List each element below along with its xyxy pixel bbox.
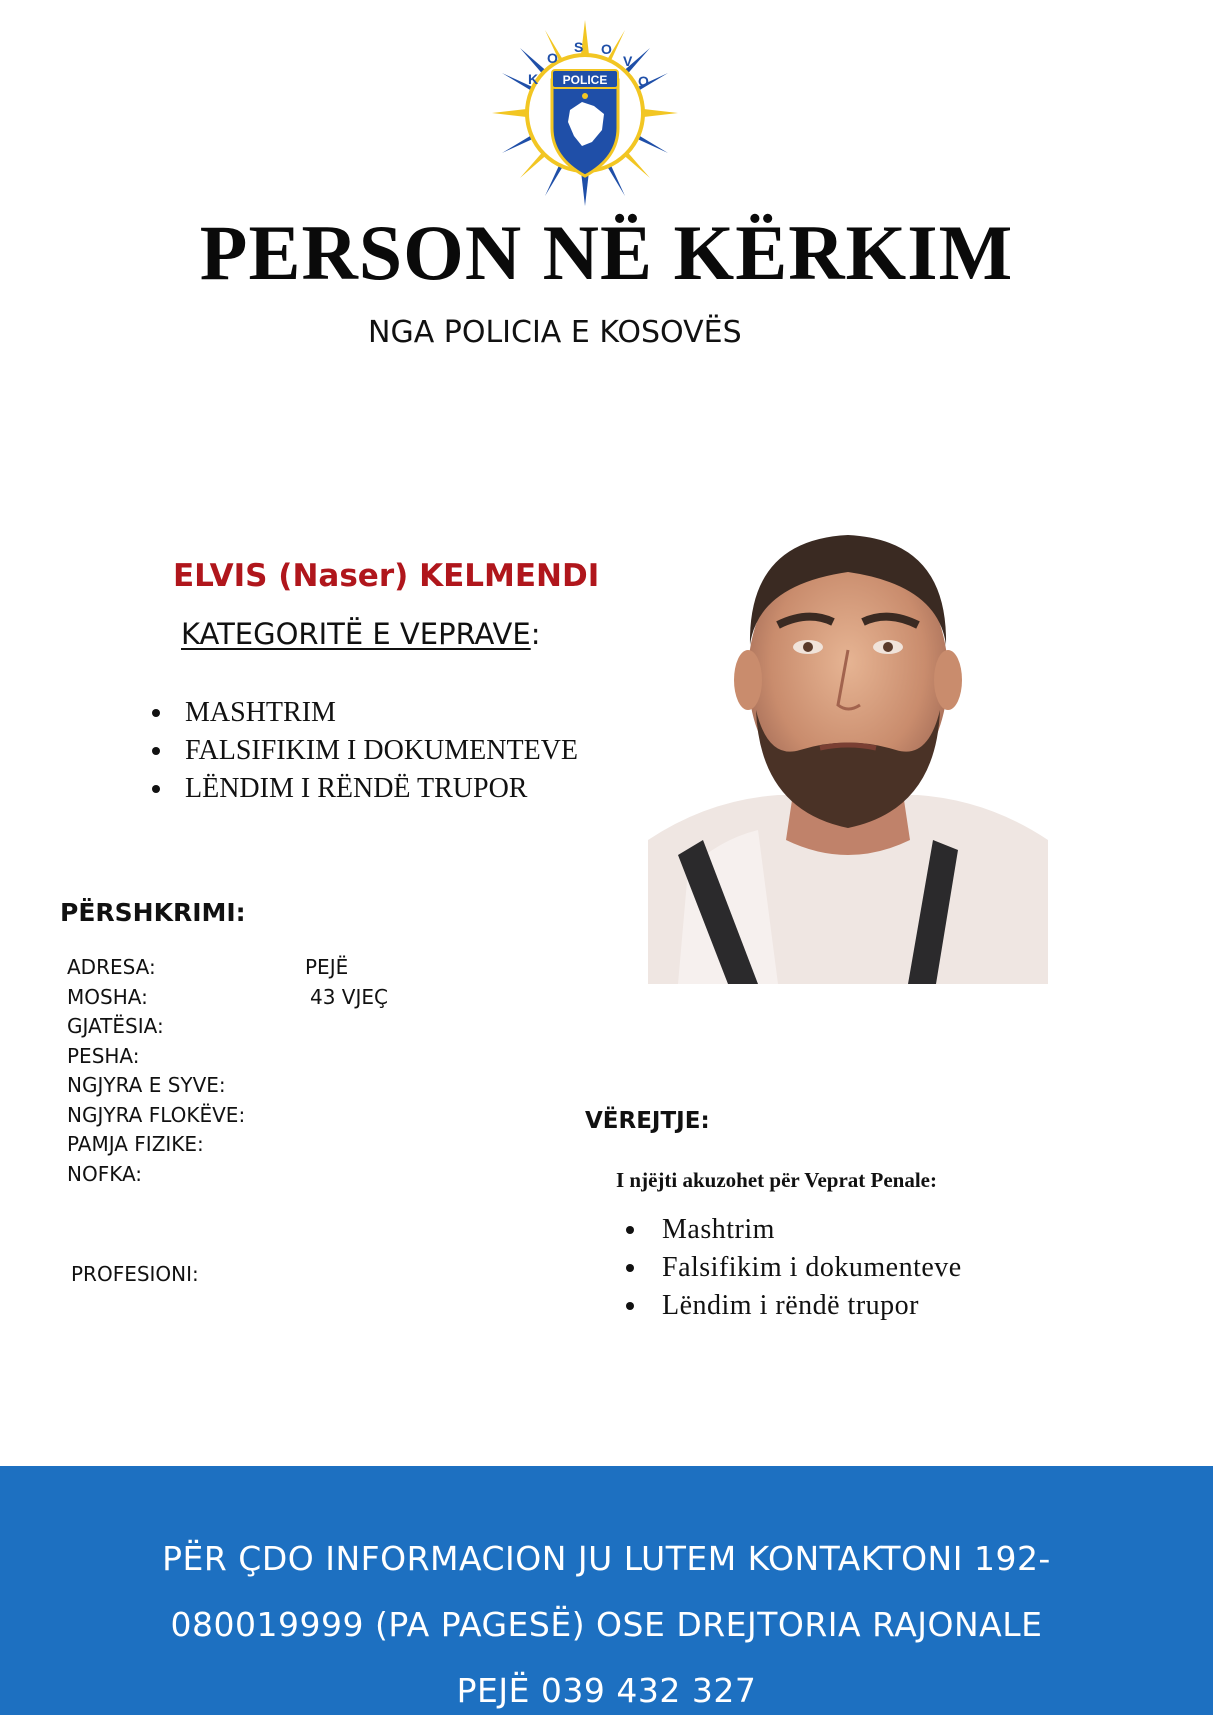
page-subtitle: NGA POLICIA E KOSOVËS: [368, 315, 742, 350]
offense-categories-heading: [181, 617, 540, 651]
svg-text:K: K: [528, 71, 539, 87]
offense-categories-colon: :: [530, 617, 541, 651]
description-row-hair-color: [67, 1101, 567, 1131]
page-title: PERSON NË KËRKIM: [199, 209, 1014, 296]
contact-line: PËR ÇDO INFORMACION JU LUTEM KONTAKTONI 192-: [162, 1539, 1051, 1578]
description-label: GJATËSIA:: [67, 1014, 164, 1038]
description-table: [67, 953, 567, 1189]
description-row-age: [67, 983, 567, 1013]
contact-line: 080019999 (PA PAGESË) OSE DREJTORIA RAJONALE: [170, 1605, 1043, 1644]
description-value: PEJË: [305, 955, 349, 979]
suspect-photo: [648, 510, 1048, 984]
list-item: FALSIFIKIM I DOKUMENTEVE: [185, 732, 578, 770]
description-row-eye-color: [67, 1071, 567, 1101]
description-row-physical-appearance: [67, 1130, 567, 1160]
criminal-offense-list: [662, 1211, 962, 1325]
description-label: NOFKA:: [67, 1161, 143, 1186]
svg-text:O: O: [547, 50, 558, 66]
description-label: ADRESA:: [67, 955, 156, 979]
description-row-address: [67, 953, 567, 983]
contact-info: [100, 1526, 1113, 1724]
description-heading: PËRSHKRIMI:: [60, 898, 246, 927]
remarks-heading: VËREJTJE:: [585, 1108, 710, 1134]
svg-text:O: O: [638, 73, 649, 89]
svg-text:O: O: [601, 41, 612, 57]
description-row-height: [67, 1012, 567, 1042]
description-label: PAMJA FIZIKE:: [67, 1132, 204, 1156]
svg-text:V: V: [623, 53, 633, 69]
description-label: NGJYRA FLOKËVE:: [67, 1102, 246, 1127]
list-item: MASHTRIM: [185, 694, 578, 732]
description-label: MOSHA:: [67, 984, 148, 1009]
contact-line: PEJË 039 432 327: [456, 1671, 757, 1710]
description-value: 43 VJEÇ: [310, 984, 388, 1009]
list-item: Lëndim i rëndë trupor: [662, 1287, 962, 1325]
list-item: Falsifikim i dokumenteve: [662, 1249, 962, 1287]
kosovo-police-logo: [490, 18, 680, 208]
description-row-weight: [67, 1042, 567, 1072]
profession-label: PROFESIONI:: [71, 1262, 199, 1286]
remarks-intro: I njëjti akuzohet për Veprat Penale:: [616, 1168, 937, 1192]
list-item: Mashtrim: [662, 1211, 962, 1249]
offense-categories-label: KATEGORITË E VEPRAVE: [181, 617, 531, 651]
description-row-nickname: [67, 1160, 567, 1190]
contact-footer: [0, 1466, 1213, 1715]
svg-text:POLICE: POLICE: [562, 73, 608, 87]
list-item: LËNDIM I RËNDË TRUPOR: [185, 770, 578, 808]
description-label: PESHA:: [67, 1043, 140, 1068]
offense-category-list: [185, 694, 578, 808]
description-label: NGJYRA E SYVE:: [67, 1073, 226, 1097]
svg-text:S: S: [574, 39, 584, 55]
person-name: ELVIS (Naser) KELMENDI: [173, 558, 600, 594]
